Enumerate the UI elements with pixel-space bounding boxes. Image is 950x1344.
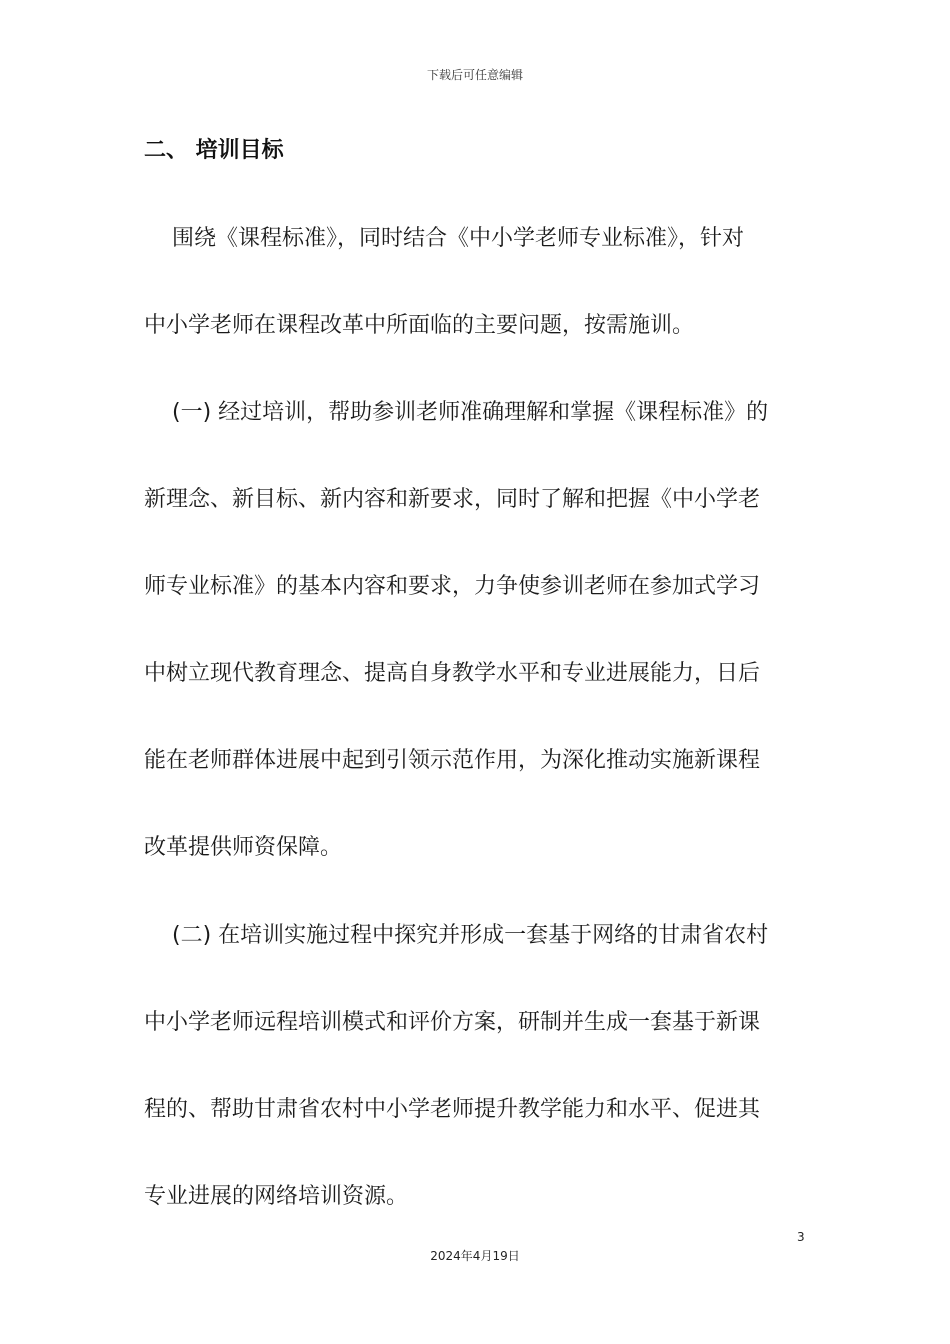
section-heading: 二、 培训目标 [144,138,284,163]
paragraph-3-line-1: (二) 在培训实施过程中探究并形成一套基于网络的甘肃省农村 [172,923,769,948]
paragraph-2-line-5: 能在老师群体进展中起到引领示范作用，为深化推动实施新课程 [144,748,761,773]
paragraph-2-line-6: 改革提供师资保障。 [144,835,343,860]
paragraph-1-line-2: 中小学老师在课程改革中所面临的主要问题，按需施训。 [144,313,695,338]
paragraph-2-line-4: 中树立现代教育理念、提高自身教学水平和专业进展能力，日后 [144,661,761,686]
footer-date: 2024年4月19日 [430,1249,520,1263]
paragraph-3-line-3: 程的、帮助甘肃省农村中小学老师提升教学能力和水平、促进其 [144,1097,761,1122]
paragraph-2-line-2: 新理念、新目标、新内容和新要求，同时了解和把握《中小学老 [144,487,761,512]
paragraph-1-line-1: 围绕《课程标准》，同时结合《中小学老师专业标准》，针对 [172,226,745,251]
paragraph-3-line-2: 中小学老师远程培训模式和评价方案，研制并生成一套基于新课 [144,1010,761,1035]
paragraph-2-line-3: 师专业标准》的基本内容和要求，力争使参训老师在参加式学习 [144,574,761,599]
page-number: 3 [797,1230,805,1244]
paragraph-3-line-4: 专业进展的网络培训资源。 [144,1184,409,1209]
paragraph-2-line-1: (一) 经过培训，帮助参训老师准确理解和掌握《课程标准》的 [172,400,769,425]
page-header: 下载后可任意编辑 [426,68,523,82]
